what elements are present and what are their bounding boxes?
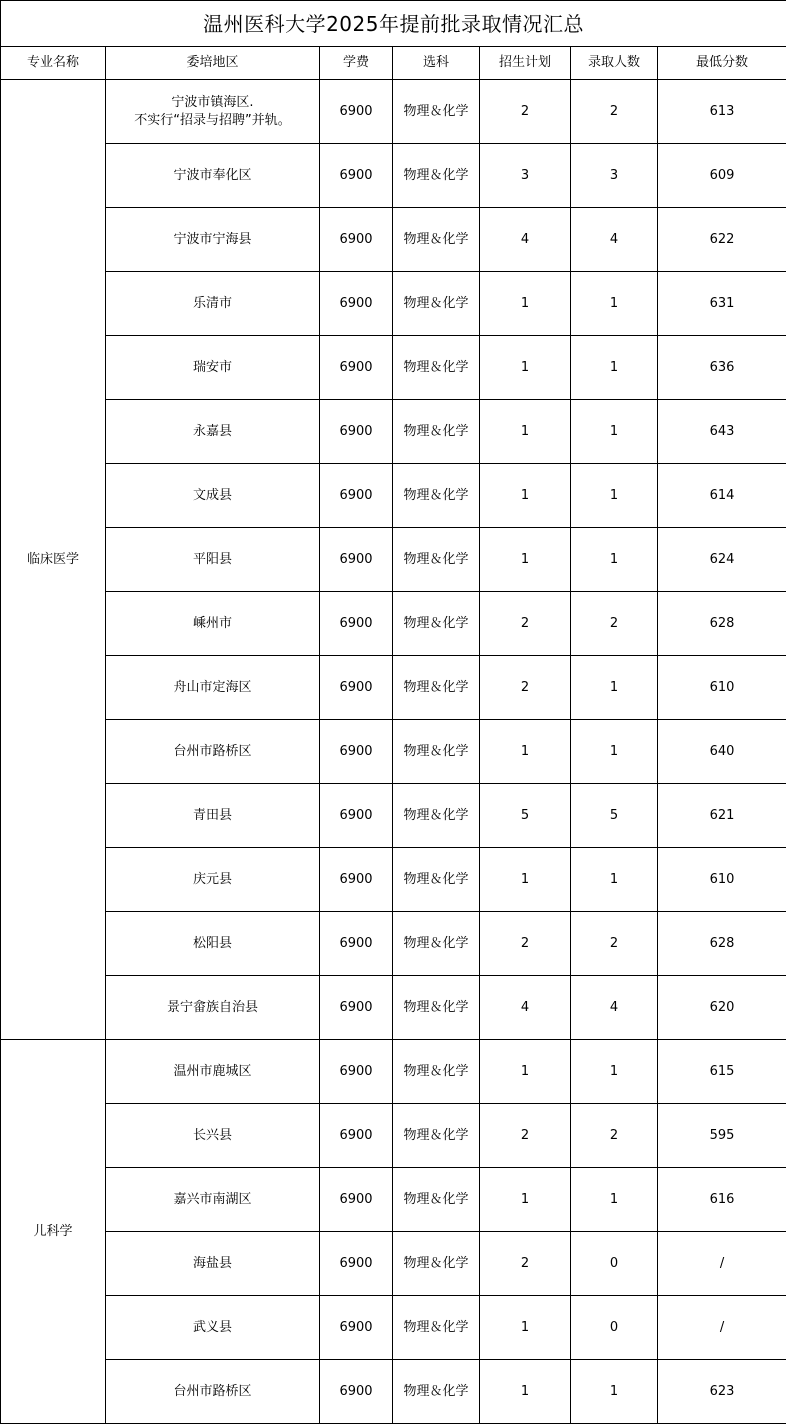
min-score-cell: 595 bbox=[658, 1104, 786, 1168]
table-row bbox=[1, 336, 786, 400]
table-row bbox=[1, 1040, 786, 1104]
min-score-cell: 620 bbox=[658, 976, 786, 1040]
table-row bbox=[1, 1168, 786, 1232]
region-line: 宁波市宁海县 bbox=[173, 231, 252, 247]
region-cell bbox=[106, 208, 320, 272]
subjects-cell: 物理＆化学 bbox=[393, 80, 480, 144]
table-row bbox=[1, 1360, 786, 1424]
admitted-cell: 1 bbox=[571, 1168, 658, 1232]
region-cell bbox=[106, 1040, 320, 1104]
admitted-cell: 2 bbox=[571, 1104, 658, 1168]
admitted-cell: 4 bbox=[571, 208, 658, 272]
admitted-cell: 0 bbox=[571, 1232, 658, 1296]
plan-cell: 2 bbox=[480, 1104, 571, 1168]
plan-cell: 2 bbox=[480, 656, 571, 720]
fee-cell: 6900 bbox=[320, 976, 393, 1040]
fee-cell: 6900 bbox=[320, 1296, 393, 1360]
admitted-cell: 1 bbox=[571, 848, 658, 912]
region-line: 宁波市镇海区. bbox=[171, 94, 254, 110]
min-score-cell: 610 bbox=[658, 656, 786, 720]
table-row bbox=[1, 80, 786, 144]
table-row bbox=[1, 528, 786, 592]
min-score-cell: 610 bbox=[658, 848, 786, 912]
header-fee: 学费 bbox=[320, 47, 393, 80]
table-row bbox=[1, 144, 786, 208]
region-cell bbox=[106, 720, 320, 784]
fee-cell: 6900 bbox=[320, 528, 393, 592]
admitted-cell: 4 bbox=[571, 976, 658, 1040]
min-score-cell: 609 bbox=[658, 144, 786, 208]
subjects-cell: 物理＆化学 bbox=[393, 144, 480, 208]
min-score-cell: / bbox=[658, 1232, 786, 1296]
region-line: 松阳县 bbox=[192, 935, 232, 951]
subjects-cell: 物理＆化学 bbox=[393, 1232, 480, 1296]
subjects-cell: 物理＆化学 bbox=[393, 272, 480, 336]
region-line: 舟山市定海区 bbox=[173, 679, 252, 695]
admitted-cell: 1 bbox=[571, 1360, 658, 1424]
region-line: 武义县 bbox=[192, 1319, 232, 1335]
fee-cell: 6900 bbox=[320, 848, 393, 912]
min-score-cell: 628 bbox=[658, 592, 786, 656]
min-score-cell: 643 bbox=[658, 400, 786, 464]
region-cell bbox=[106, 144, 320, 208]
fee-cell: 6900 bbox=[320, 1168, 393, 1232]
plan-cell: 2 bbox=[480, 912, 571, 976]
min-score-cell: 615 bbox=[658, 1040, 786, 1104]
subjects-cell: 物理＆化学 bbox=[393, 720, 480, 784]
admitted-cell: 1 bbox=[571, 1040, 658, 1104]
fee-cell: 6900 bbox=[320, 1104, 393, 1168]
plan-cell: 1 bbox=[480, 528, 571, 592]
region-cell bbox=[106, 848, 320, 912]
region-line: 台州市路桥区 bbox=[173, 743, 252, 759]
region-line: 乐清市 bbox=[192, 295, 232, 311]
admitted-cell: 1 bbox=[571, 720, 658, 784]
admitted-cell: 1 bbox=[571, 528, 658, 592]
plan-cell: 1 bbox=[480, 848, 571, 912]
region-line: 景宁畲族自治县 bbox=[166, 999, 258, 1015]
fee-cell: 6900 bbox=[320, 1040, 393, 1104]
region-cell bbox=[106, 656, 320, 720]
subjects-cell: 物理＆化学 bbox=[393, 912, 480, 976]
table-title: 温州医科大学2025年提前批录取情况汇总 bbox=[1, 1, 786, 47]
region-line: 长兴县 bbox=[192, 1127, 232, 1143]
region-line: 青田县 bbox=[192, 807, 232, 823]
min-score-cell: 622 bbox=[658, 208, 786, 272]
plan-cell: 1 bbox=[480, 1168, 571, 1232]
region-cell bbox=[106, 912, 320, 976]
subjects-cell: 物理＆化学 bbox=[393, 208, 480, 272]
table-row bbox=[1, 1104, 786, 1168]
header-region: 委培地区 bbox=[106, 47, 320, 80]
fee-cell: 6900 bbox=[320, 208, 393, 272]
fee-cell: 6900 bbox=[320, 400, 393, 464]
subjects-cell: 物理＆化学 bbox=[393, 1296, 480, 1360]
region-line: 庆元县 bbox=[192, 871, 232, 887]
table-row bbox=[1, 784, 786, 848]
fee-cell: 6900 bbox=[320, 80, 393, 144]
region-cell bbox=[106, 1360, 320, 1424]
plan-cell: 5 bbox=[480, 784, 571, 848]
region-cell bbox=[106, 528, 320, 592]
table-row bbox=[1, 592, 786, 656]
admitted-cell: 1 bbox=[571, 272, 658, 336]
fee-cell: 6900 bbox=[320, 912, 393, 976]
fee-cell: 6900 bbox=[320, 464, 393, 528]
plan-cell: 1 bbox=[480, 1296, 571, 1360]
min-score-cell: 631 bbox=[658, 272, 786, 336]
region-cell bbox=[106, 80, 320, 144]
fee-cell: 6900 bbox=[320, 592, 393, 656]
subjects-cell: 物理＆化学 bbox=[393, 464, 480, 528]
table-row bbox=[1, 656, 786, 720]
subjects-cell: 物理＆化学 bbox=[393, 528, 480, 592]
min-score-cell: 623 bbox=[658, 1360, 786, 1424]
region-cell bbox=[106, 976, 320, 1040]
region-line: 嵊州市 bbox=[192, 615, 232, 631]
admitted-cell: 2 bbox=[571, 912, 658, 976]
header-row bbox=[1, 47, 786, 80]
subjects-cell: 物理＆化学 bbox=[393, 784, 480, 848]
table-row bbox=[1, 976, 786, 1040]
admitted-cell: 3 bbox=[571, 144, 658, 208]
plan-cell: 1 bbox=[480, 720, 571, 784]
admitted-cell: 2 bbox=[571, 592, 658, 656]
region-cell bbox=[106, 336, 320, 400]
table-row bbox=[1, 848, 786, 912]
table-row bbox=[1, 208, 786, 272]
admitted-cell: 5 bbox=[571, 784, 658, 848]
region-cell bbox=[106, 272, 320, 336]
region-cell bbox=[106, 400, 320, 464]
subjects-cell: 物理＆化学 bbox=[393, 848, 480, 912]
fee-cell: 6900 bbox=[320, 144, 393, 208]
region-line: 永嘉县 bbox=[192, 423, 232, 439]
region-cell bbox=[106, 784, 320, 848]
region-line: 文成县 bbox=[192, 487, 232, 503]
min-score-cell: 640 bbox=[658, 720, 786, 784]
subjects-cell: 物理＆化学 bbox=[393, 1360, 480, 1424]
region-line: 台州市路桥区 bbox=[173, 1383, 252, 1399]
title-row bbox=[1, 1, 786, 47]
fee-cell: 6900 bbox=[320, 656, 393, 720]
min-score-cell: 613 bbox=[658, 80, 786, 144]
subjects-cell: 物理＆化学 bbox=[393, 1168, 480, 1232]
fee-cell: 6900 bbox=[320, 336, 393, 400]
plan-cell: 2 bbox=[480, 80, 571, 144]
plan-cell: 4 bbox=[480, 976, 571, 1040]
subjects-cell: 物理＆化学 bbox=[393, 336, 480, 400]
region-cell bbox=[106, 1104, 320, 1168]
table-row bbox=[1, 272, 786, 336]
table-row bbox=[1, 400, 786, 464]
region-cell bbox=[106, 1296, 320, 1360]
region-line: 温州市鹿城区 bbox=[173, 1063, 252, 1079]
fee-cell: 6900 bbox=[320, 720, 393, 784]
min-score-cell: 636 bbox=[658, 336, 786, 400]
fee-cell: 6900 bbox=[320, 1232, 393, 1296]
region-note: 不实行“招录与招聘”并轨。 bbox=[134, 112, 291, 128]
region-cell bbox=[106, 1168, 320, 1232]
fee-cell: 6900 bbox=[320, 272, 393, 336]
header-subjects: 选科 bbox=[393, 47, 480, 80]
plan-cell: 2 bbox=[480, 592, 571, 656]
plan-cell: 1 bbox=[480, 1360, 571, 1424]
admitted-cell: 1 bbox=[571, 400, 658, 464]
plan-cell: 1 bbox=[480, 336, 571, 400]
min-score-cell: 616 bbox=[658, 1168, 786, 1232]
min-score-cell: 614 bbox=[658, 464, 786, 528]
plan-cell: 1 bbox=[480, 464, 571, 528]
subjects-cell: 物理＆化学 bbox=[393, 400, 480, 464]
region-cell bbox=[106, 1232, 320, 1296]
region-line: 宁波市奉化区 bbox=[173, 167, 252, 183]
min-score-cell: / bbox=[658, 1296, 786, 1360]
plan-cell: 2 bbox=[480, 1232, 571, 1296]
plan-cell: 1 bbox=[480, 400, 571, 464]
subjects-cell: 物理＆化学 bbox=[393, 656, 480, 720]
fee-cell: 6900 bbox=[320, 784, 393, 848]
region-line: 嘉兴市南湖区 bbox=[173, 1191, 252, 1207]
fee-cell: 6900 bbox=[320, 1360, 393, 1424]
table-row bbox=[1, 912, 786, 976]
region-cell bbox=[106, 464, 320, 528]
region-line: 海盐县 bbox=[192, 1255, 232, 1271]
plan-cell: 3 bbox=[480, 144, 571, 208]
table-row bbox=[1, 464, 786, 528]
table-row bbox=[1, 720, 786, 784]
plan-cell: 1 bbox=[480, 272, 571, 336]
table-row bbox=[1, 1232, 786, 1296]
header-admitted: 录取人数 bbox=[571, 47, 658, 80]
region-line: 平阳县 bbox=[192, 551, 232, 567]
major-cell: 儿科学 bbox=[1, 1040, 106, 1424]
admitted-cell: 2 bbox=[571, 80, 658, 144]
min-score-cell: 624 bbox=[658, 528, 786, 592]
subjects-cell: 物理＆化学 bbox=[393, 592, 480, 656]
header-major: 专业名称 bbox=[1, 47, 106, 80]
subjects-cell: 物理＆化学 bbox=[393, 1040, 480, 1104]
min-score-cell: 628 bbox=[658, 912, 786, 976]
admitted-cell: 1 bbox=[571, 464, 658, 528]
min-score-cell: 621 bbox=[658, 784, 786, 848]
plan-cell: 1 bbox=[480, 1040, 571, 1104]
region-line: 瑞安市 bbox=[192, 359, 232, 375]
header-plan: 招生计划 bbox=[480, 47, 571, 80]
admitted-cell: 0 bbox=[571, 1296, 658, 1360]
major-cell: 临床医学 bbox=[1, 80, 106, 1040]
region-cell bbox=[106, 592, 320, 656]
admitted-cell: 1 bbox=[571, 336, 658, 400]
plan-cell: 4 bbox=[480, 208, 571, 272]
admitted-cell: 1 bbox=[571, 656, 658, 720]
subjects-cell: 物理＆化学 bbox=[393, 976, 480, 1040]
table-row bbox=[1, 1296, 786, 1360]
subjects-cell: 物理＆化学 bbox=[393, 1104, 480, 1168]
header-min-score: 最低分数 bbox=[658, 47, 786, 80]
